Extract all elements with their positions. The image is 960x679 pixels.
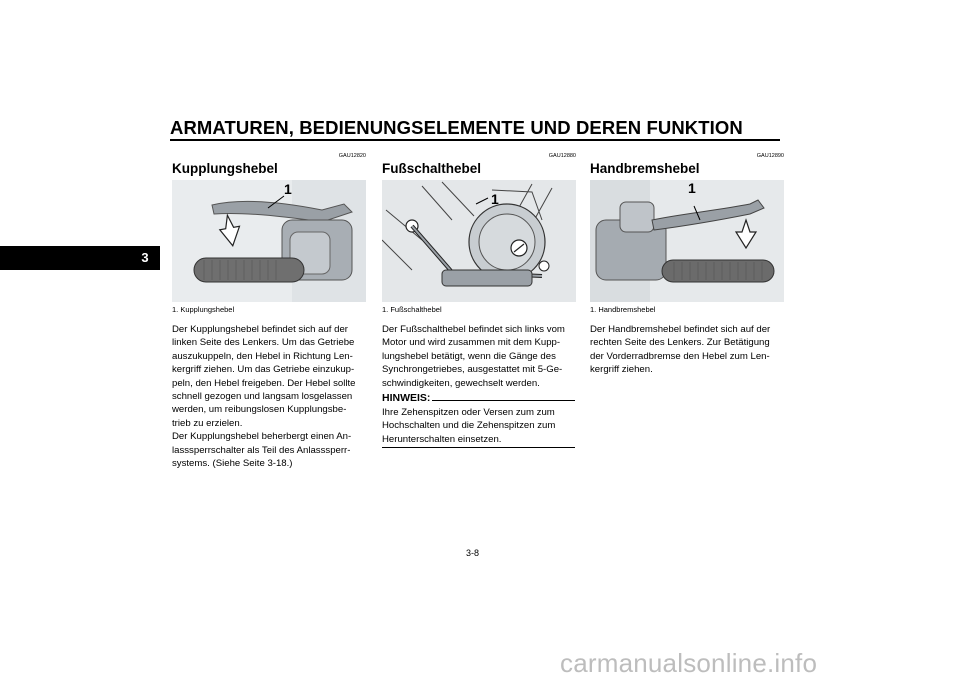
header-rule (170, 139, 780, 141)
section-title-shift: Fußschalthebel (382, 161, 482, 176)
body-line: Synchrongetriebes, ausgestattet mit 5-Ge- (382, 364, 563, 376)
page-title: ARMATUREN, BEDIENUNGSELEMENTE UND DEREN FUNKTION (170, 117, 743, 138)
body-line: der Vorderradbremse den Hebel zum Len- (590, 350, 770, 362)
body-line: kergriff ziehen. (590, 364, 653, 376)
photo-caption: 1. Fußschalthebel (382, 305, 442, 314)
note-line: Hochschalten und die Zehenspitzen zum (382, 420, 556, 432)
chapter-tab (0, 246, 160, 270)
page-number: 3-8 (466, 548, 480, 558)
section-body-brake (590, 323, 784, 377)
section-body-clutch (172, 323, 366, 470)
body-line: Motor und wird zusammen mit dem Kupp- (382, 337, 561, 349)
section-code: GAU12820 (338, 153, 366, 159)
body-line: systems. (Siehe Seite 3-18.) (172, 458, 293, 470)
note-body (382, 406, 576, 446)
section-body-shift (382, 323, 576, 390)
note-bottom-rule (382, 447, 575, 448)
callout-number: 1 (491, 191, 499, 207)
section-title-brake: Handbremshebel (590, 161, 700, 176)
callout-number: 1 (284, 181, 292, 197)
body-line: peln, den Hebel freigeben. Der Hebel sollte (172, 377, 356, 389)
shift-pedal-photo (382, 180, 576, 302)
body-line: schwindigkeiten, gewechselt werden. (382, 377, 540, 389)
body-line: Der Kupplungshebel befindet sich auf der (172, 324, 349, 335)
section-code: GAU12880 (548, 153, 576, 159)
section-title-clutch: Kupplungshebel (172, 161, 278, 176)
body-line: rechten Seite des Lenkers. Zur Betätigung (590, 337, 770, 349)
section-code: GAU12890 (756, 153, 784, 159)
body-line: trieb zu erzielen. (172, 417, 243, 429)
photo-caption: 1. Handbremshebel (590, 305, 656, 314)
note-line: Herunterschalten einsetzen. (382, 433, 502, 445)
body-line: Der Handbremshebel befindet sich auf der (590, 324, 771, 335)
body-line: schnell gezogen und langsam losgelassen (172, 391, 353, 403)
body-line: werden, um reibungslosen Kupplungsbe- (172, 404, 347, 416)
callout-number: 1 (688, 180, 696, 196)
body-line: Der Kupplungshebel beherbergt einen An- (172, 431, 352, 443)
body-line: Der Fußschalthebel befindet sich links vom (382, 324, 565, 335)
body-line: lungshebel betätigt, wenn die Gänge des (382, 350, 556, 362)
body-line: auszukuppeln, den Hebel in Richtung Len- (172, 350, 353, 362)
photo-caption: 1. Kupplungshebel (172, 305, 235, 314)
watermark: carmanualsonline.info (560, 648, 818, 678)
body-line: linken Seite des Lenkers. Um das Getriebe (172, 337, 355, 349)
body-line: kergriff ziehen. Um das Getriebe einzukup- (172, 364, 355, 376)
chapter-number: 3 (141, 250, 149, 265)
note-line: Ihre Zehenspitzen oder Versen zum zum (382, 407, 555, 418)
body-line: lasssperrschalter als Teil des Anlasssperr- (172, 444, 351, 456)
note-heading: HINWEIS: (382, 392, 431, 404)
clutch-lever-photo (172, 180, 366, 302)
brake-lever-photo (590, 180, 784, 302)
